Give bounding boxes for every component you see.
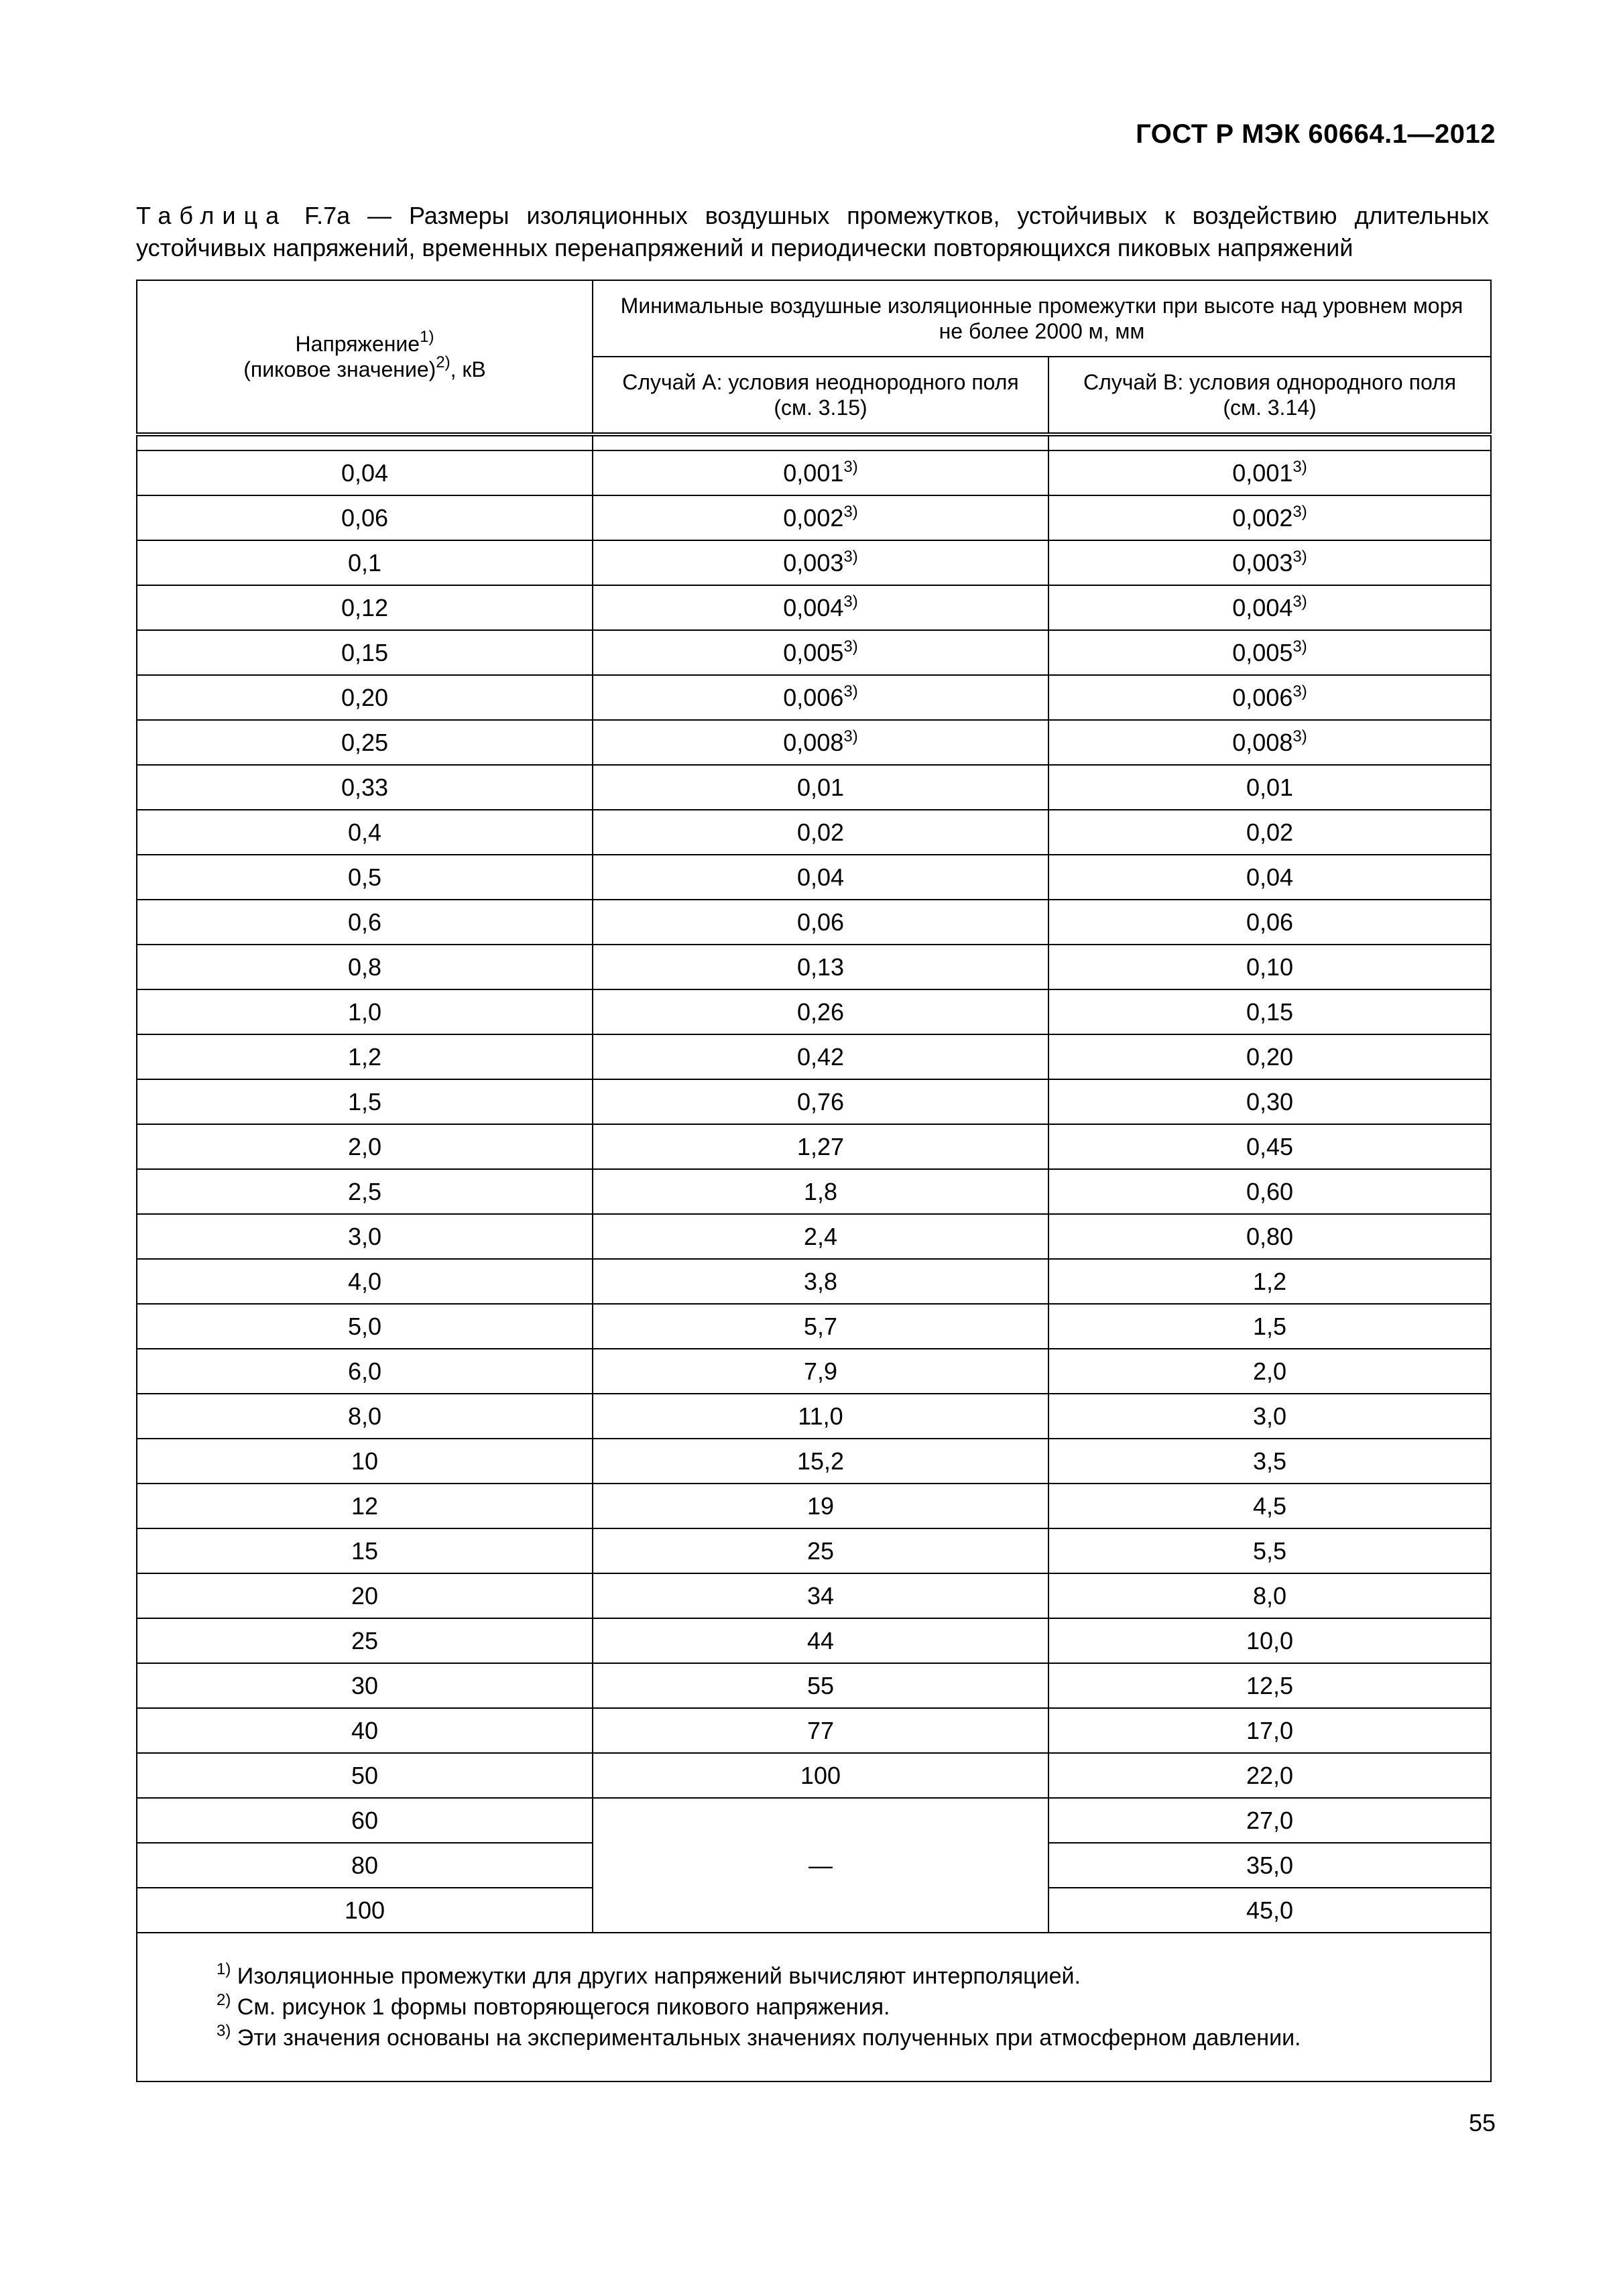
table-row xyxy=(137,1304,1491,1349)
caption-number: F.7a xyxy=(304,202,351,229)
case-b-cell: 0,006$^{3)}$ xyxy=(1048,675,1491,720)
case-a-cell: 0,76 xyxy=(593,1079,1048,1124)
table-row xyxy=(137,1034,1491,1079)
case-a-merged-cell: — xyxy=(593,1798,1048,1933)
case-b-cell: 0,06 xyxy=(1048,900,1491,945)
case-b-cell: 45,0 xyxy=(1048,1888,1491,1933)
table-row xyxy=(137,720,1491,765)
case-a-cell: 0,003$^{3)}$ xyxy=(593,540,1048,585)
voltage-cell: 2,5 xyxy=(137,1169,593,1214)
case-a-cell: 0,001$^{3)}$ xyxy=(593,450,1048,495)
case-b-cell: 0,10 xyxy=(1048,945,1491,989)
case-b-cell: 0,001$^{3)}$ xyxy=(1048,450,1491,495)
case-a-cell: 0,02 xyxy=(593,810,1048,855)
footnote: $^{2)}$ См. рисунок 1 формы повторяющегося пикового напряжения. xyxy=(217,1991,890,2020)
voltage-cell: 50 xyxy=(137,1753,593,1798)
footnote: $^{1)}$ Изоляционные промежутки для других напряжений вычисляют интерполяцией. xyxy=(217,1960,1081,1989)
table-row xyxy=(137,810,1491,855)
case-b-cell: 3,0 xyxy=(1048,1394,1491,1439)
caption-text: — Размеры изоляционных воздушных промежутков, устойчивых к воздействию длительных устойчивых напряжений, временных перенапряжений и периодически повторяющихся пиковых напряжений xyxy=(136,202,1489,261)
case-b-cell: 0,003$^{3)}$ xyxy=(1048,540,1491,585)
voltage-cell: 80 xyxy=(137,1843,593,1888)
voltage-cell: 0,06 xyxy=(137,495,593,540)
case-b-cell: 35,0 xyxy=(1048,1843,1491,1888)
voltage-cell: 100 xyxy=(137,1888,593,1933)
voltage-cell: 1,5 xyxy=(137,1079,593,1124)
voltage-cell: 5,0 xyxy=(137,1304,593,1349)
case-a-cell: 3,8 xyxy=(593,1259,1048,1304)
case-b-cell: 4,5 xyxy=(1048,1484,1491,1528)
voltage-cell: 1,0 xyxy=(137,989,593,1034)
case-a-cell: 0,01 xyxy=(593,765,1048,810)
voltage-cell: 0,12 xyxy=(137,585,593,630)
case-b-cell: 0,002$^{3)}$ xyxy=(1048,495,1491,540)
table-row xyxy=(137,450,1491,495)
case-b-cell: 0,004$^{3)}$ xyxy=(1048,585,1491,630)
voltage-cell: 30 xyxy=(137,1663,593,1708)
case-b-cell: 0,60 xyxy=(1048,1169,1491,1214)
table-row xyxy=(137,495,1491,540)
voltage-cell: 0,20 xyxy=(137,675,593,720)
table-row xyxy=(137,630,1491,675)
case-b-cell: 3,5 xyxy=(1048,1439,1491,1484)
voltage-cell: 15 xyxy=(137,1528,593,1573)
case-b-cell: 0,45 xyxy=(1048,1124,1491,1169)
header-separator xyxy=(137,434,1491,450)
table-row xyxy=(137,1663,1491,1708)
voltage-cell: 12 xyxy=(137,1484,593,1528)
page-number: 55 xyxy=(1468,2109,1496,2136)
table-row xyxy=(137,675,1491,720)
case-a-cell: 1,27 xyxy=(593,1124,1048,1169)
case-a-cell: 0,26 xyxy=(593,989,1048,1034)
table-row xyxy=(137,1169,1491,1214)
case-a-cell: 0,005$^{3)}$ xyxy=(593,630,1048,675)
table-row xyxy=(137,1349,1491,1394)
case-b-cell: 17,0 xyxy=(1048,1708,1491,1753)
voltage-cell: 8,0 xyxy=(137,1394,593,1439)
case-a-cell: 0,04 xyxy=(593,855,1048,900)
table-row xyxy=(137,1573,1491,1618)
case-a-cell: 0,06 xyxy=(593,900,1048,945)
case-b-cell: 5,5 xyxy=(1048,1528,1491,1573)
case-a-cell: 44 xyxy=(593,1618,1048,1663)
voltage-cell: 60 xyxy=(137,1798,593,1843)
case-a-cell: 25 xyxy=(593,1528,1048,1573)
table-row xyxy=(137,765,1491,810)
table-caption xyxy=(136,200,1489,264)
case-b-cell: 10,0 xyxy=(1048,1618,1491,1663)
case-a-cell: 0,002$^{3)}$ xyxy=(593,495,1048,540)
table-row xyxy=(137,1439,1491,1484)
case-a-cell: 0,008$^{3)}$ xyxy=(593,720,1048,765)
case-a-cell: 34 xyxy=(593,1573,1048,1618)
table-row xyxy=(137,1214,1491,1259)
case-b-cell: 0,008$^{3)}$ xyxy=(1048,720,1491,765)
case-b-cell: 0,005$^{3)}$ xyxy=(1048,630,1491,675)
case-b-cell: 22,0 xyxy=(1048,1753,1491,1798)
table-row xyxy=(137,989,1491,1034)
case-a-cell: 7,9 xyxy=(593,1349,1048,1394)
table-row xyxy=(137,855,1491,900)
table-row xyxy=(137,1618,1491,1663)
case-b-cell: 0,20 xyxy=(1048,1034,1491,1079)
case-a-cell: 0,13 xyxy=(593,945,1048,989)
case-a-cell: 100 xyxy=(593,1753,1048,1798)
case-b-cell: 0,01 xyxy=(1048,765,1491,810)
voltage-cell: 10 xyxy=(137,1439,593,1484)
voltage-cell: 0,15 xyxy=(137,630,593,675)
case-a-cell: 1,8 xyxy=(593,1169,1048,1214)
table-row xyxy=(137,1394,1491,1439)
voltage-cell: 1,2 xyxy=(137,1034,593,1079)
case-a-cell: 0,006$^{3)}$ xyxy=(593,675,1048,720)
standard-header: ГОСТ Р МЭК 60664.1—2012 xyxy=(1136,119,1496,149)
table-row xyxy=(137,1528,1491,1573)
voltage-cell: 25 xyxy=(137,1618,593,1663)
table-row xyxy=(137,585,1491,630)
table-notes xyxy=(137,1933,1491,2081)
case-a-cell: 11,0 xyxy=(593,1394,1048,1439)
case-a-cell: 77 xyxy=(593,1708,1048,1753)
table-row xyxy=(137,1484,1491,1528)
case-a-cell: 2,4 xyxy=(593,1214,1048,1259)
voltage-cell: 0,25 xyxy=(137,720,593,765)
case-a-cell: 0,42 xyxy=(593,1034,1048,1079)
table-row xyxy=(137,1708,1491,1753)
table-row xyxy=(137,540,1491,585)
voltage-cell: 6,0 xyxy=(137,1349,593,1394)
footnote: $^{3)}$ Эти значения основаны на экспериментальных значениях полученных при атмосферном давлении. xyxy=(217,2022,1301,2051)
table-row xyxy=(137,1753,1491,1798)
voltage-cell: 3,0 xyxy=(137,1214,593,1259)
case-b-cell: 0,80 xyxy=(1048,1214,1491,1259)
case-b-cell: 0,02 xyxy=(1048,810,1491,855)
case-a-cell: 55 xyxy=(593,1663,1048,1708)
voltage-cell: 0,6 xyxy=(137,900,593,945)
caption-label: Таблица xyxy=(136,202,288,229)
notes-row xyxy=(137,1933,1491,2081)
case-a-cell: 0,004$^{3)}$ xyxy=(593,585,1048,630)
case-b-cell: 27,0 xyxy=(1048,1798,1491,1843)
case-b-cell: 0,04 xyxy=(1048,855,1491,900)
voltage-cell: 40 xyxy=(137,1708,593,1753)
case-b-cell: 12,5 xyxy=(1048,1663,1491,1708)
table-row xyxy=(137,1259,1491,1304)
case-a-cell: 5,7 xyxy=(593,1304,1048,1349)
case-a-header: Случай А: условия неоднородного поля (см. 3.15) xyxy=(593,357,1048,434)
voltage-cell: 0,4 xyxy=(137,810,593,855)
voltage-column-header: Напряжение$^{1)}$ (пиковое значение)$^{2)}$, кВ xyxy=(137,280,593,434)
voltage-cell: 20 xyxy=(137,1573,593,1618)
voltage-cell: 2,0 xyxy=(137,1124,593,1169)
case-a-cell: 19 xyxy=(593,1484,1048,1528)
table-row xyxy=(137,1079,1491,1124)
case-b-cell: 0,30 xyxy=(1048,1079,1491,1124)
voltage-cell: 0,04 xyxy=(137,450,593,495)
case-b-cell: 1,5 xyxy=(1048,1304,1491,1349)
case-a-cell: 15,2 xyxy=(593,1439,1048,1484)
clearance-group-header: Минимальные воздушные изоляционные промежутки при высоте над уровнем моря не более 2000 м, мм xyxy=(593,280,1491,357)
voltage-cell: 4,0 xyxy=(137,1259,593,1304)
case-b-cell: 2,0 xyxy=(1048,1349,1491,1394)
voltage-cell: 0,33 xyxy=(137,765,593,810)
case-b-cell: 1,2 xyxy=(1048,1259,1491,1304)
table-row xyxy=(137,1124,1491,1169)
voltage-cell: 0,8 xyxy=(137,945,593,989)
case-b-cell: 0,15 xyxy=(1048,989,1491,1034)
voltage-cell: 0,5 xyxy=(137,855,593,900)
table-row xyxy=(137,1798,1491,1843)
clearance-table xyxy=(136,280,1492,2082)
voltage-cell: 0,1 xyxy=(137,540,593,585)
case-b-header: Случай В: условия однородного поля (см. 3.14) xyxy=(1048,357,1491,434)
table-row xyxy=(137,945,1491,989)
case-b-cell: 8,0 xyxy=(1048,1573,1491,1618)
table-row xyxy=(137,900,1491,945)
